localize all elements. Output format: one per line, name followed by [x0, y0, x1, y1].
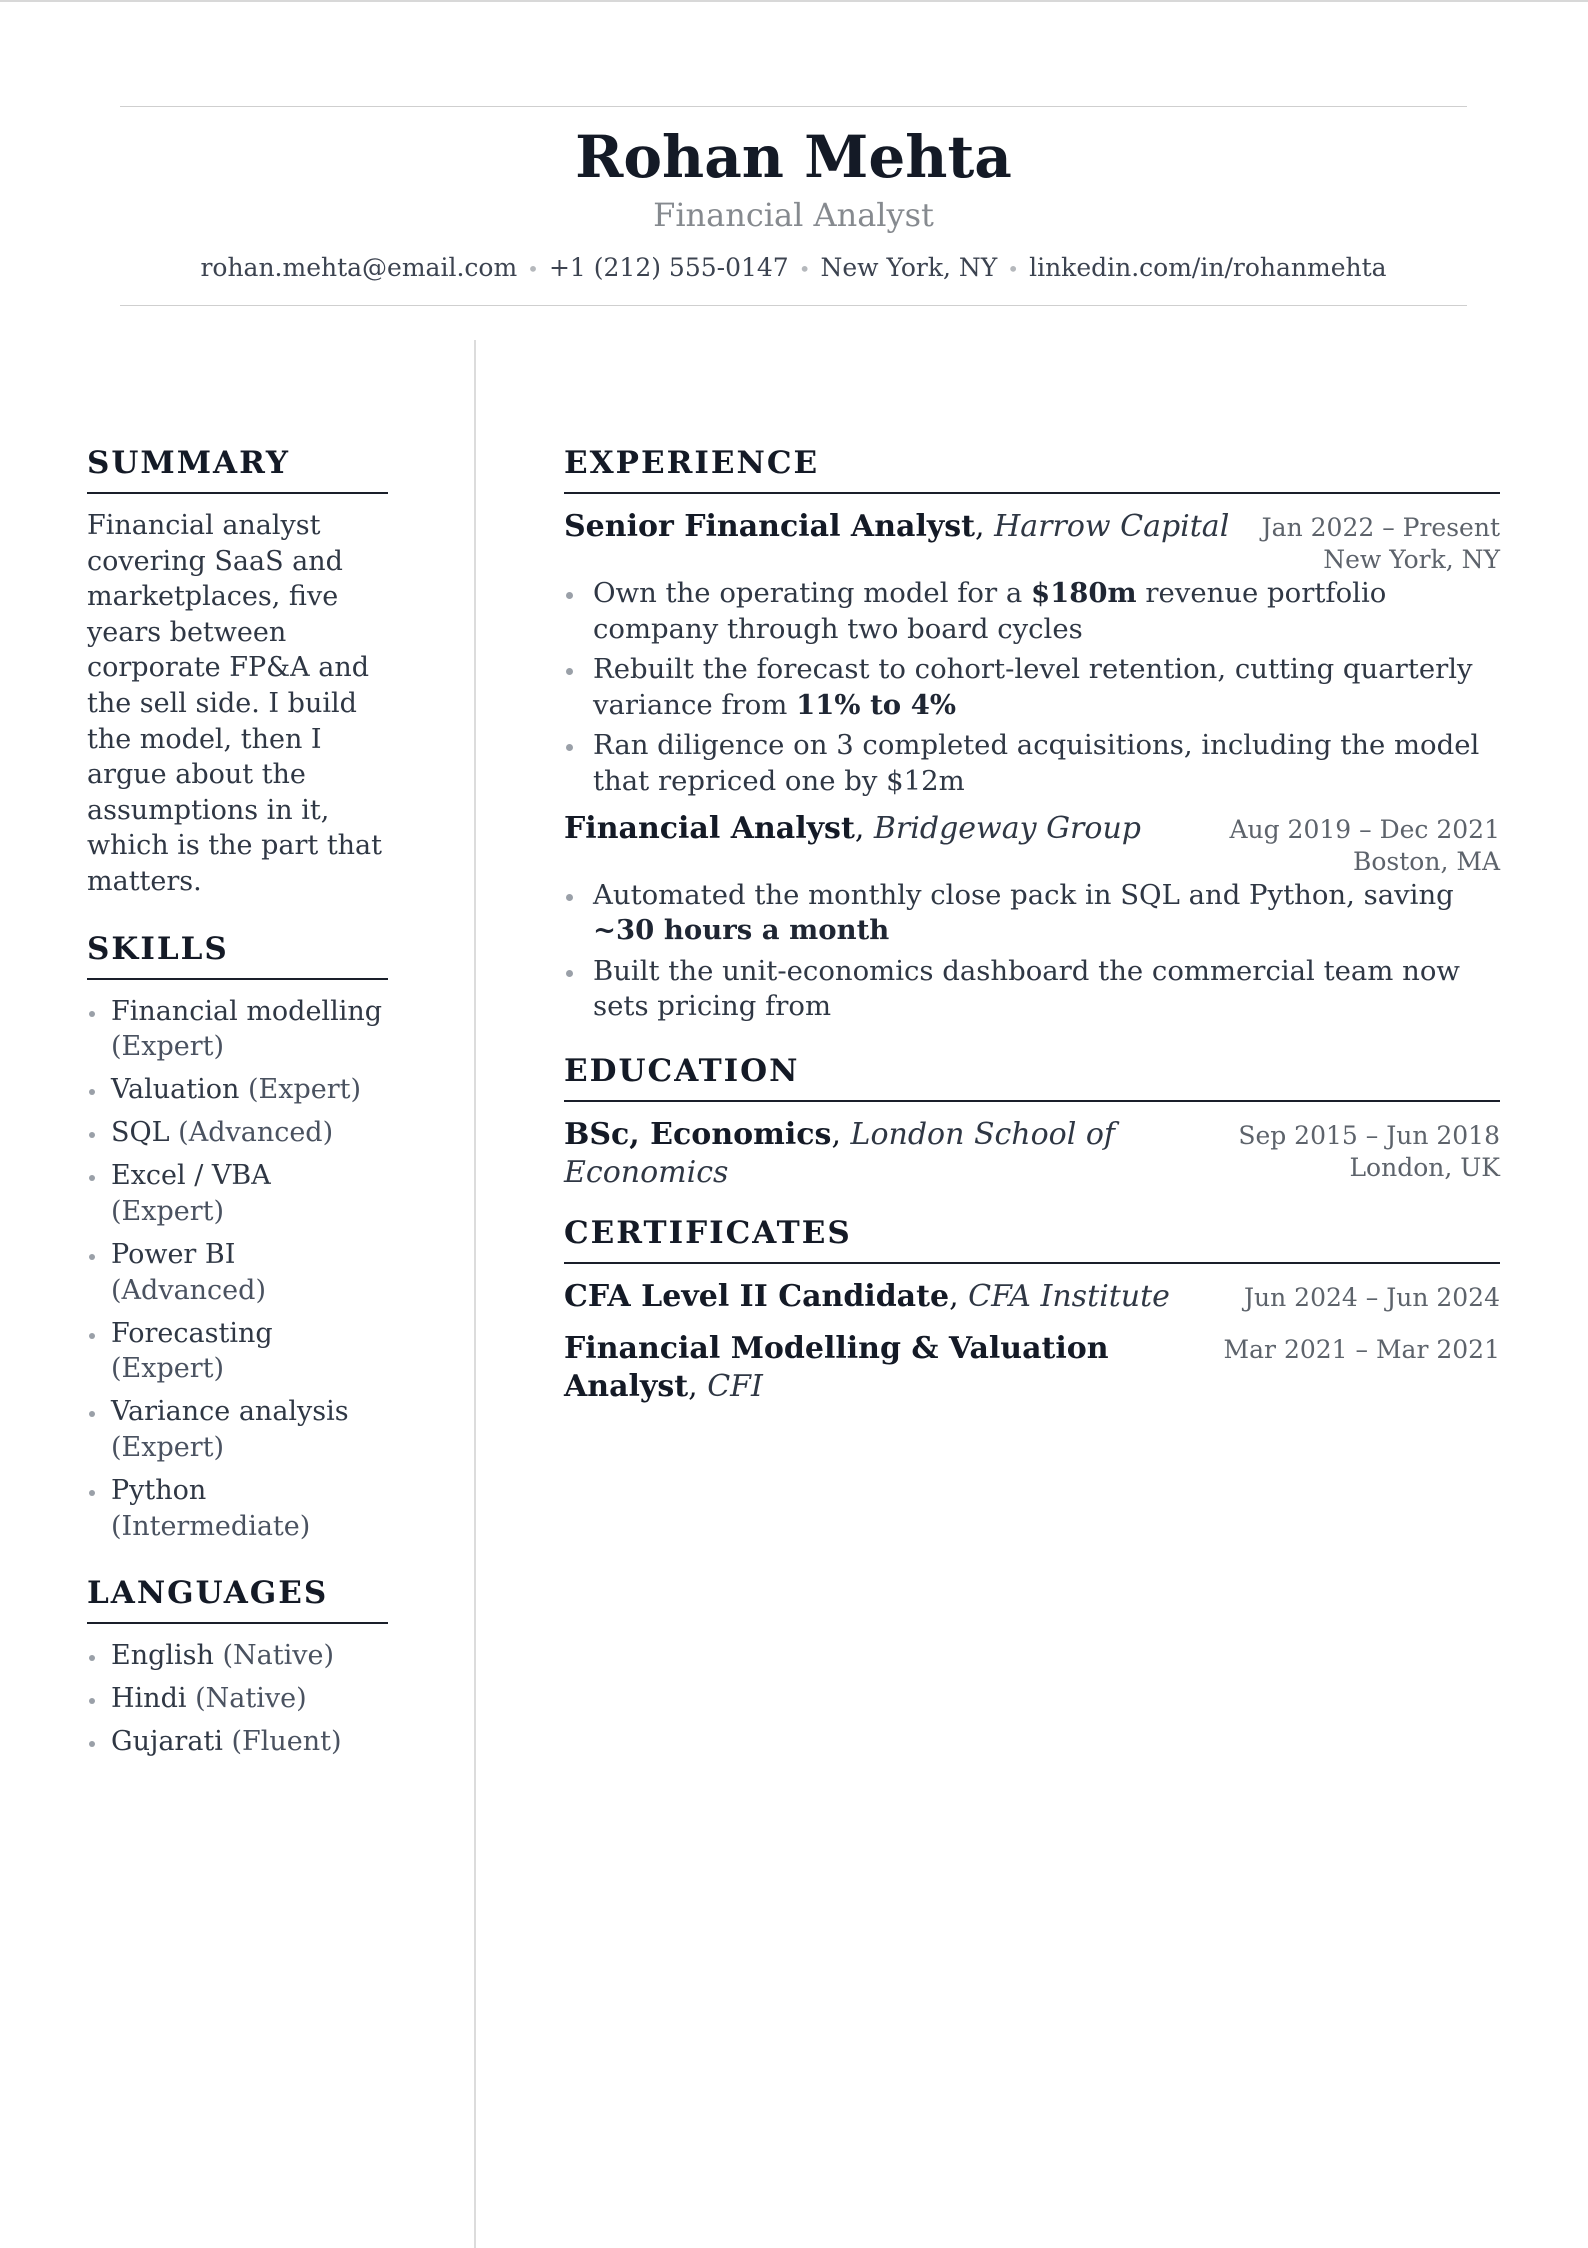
skills-list [87, 994, 388, 1545]
skill-item: Valuation (Expert) [87, 1072, 388, 1108]
summary-text: Financial analyst covering SaaS and marketplaces, five years between corporate FP&A and the sell side. I build the model, then I argue about the assumptions in it, which is the part that matters. [87, 510, 383, 897]
certificate-dates: Jun 2024 – Jun 2024 [1244, 1282, 1500, 1312]
job-bullets [564, 576, 1500, 800]
job-location: Boston, MA [1353, 846, 1500, 876]
contact-location: New York, NY [820, 253, 998, 282]
languages-list [87, 1638, 388, 1760]
education-heading: EDUCATION [564, 1052, 1500, 1102]
certificate-title: CFA Level II Candidate, CFA Institute [564, 1278, 1170, 1314]
job-dates: Aug 2019 – Dec 2021 [1229, 814, 1500, 844]
education-location: London, UK [1349, 1152, 1500, 1182]
certificate-entry [564, 1278, 1500, 1316]
skill-item: Variance analysis (Expert) [87, 1394, 388, 1465]
bullet-item: Automated the monthly close pack in SQL and Python, saving ~30 hours a month [564, 878, 1500, 949]
main-column [564, 444, 1500, 1406]
skill-item: Excel / VBA (Expert) [87, 1158, 388, 1229]
bullet-item: Ran diligence on 3 completed acquisitions, including the model that repriced one by $12m [564, 728, 1500, 799]
summary-heading: SUMMARY [87, 444, 388, 494]
contact-line [120, 251, 1467, 286]
resume-header [120, 106, 1467, 306]
job-dates: Jan 2022 – Present [1261, 513, 1500, 542]
education-meta [1238, 1116, 1500, 1184]
job-title: Financial Analyst, Bridgeway Group [564, 810, 1141, 846]
education-dates: Sep 2015 – Jun 2018 [1238, 1120, 1500, 1150]
certificate-dates: Mar 2021 – Mar 2021 [1223, 1334, 1500, 1364]
certificate-entry [564, 1330, 1500, 1406]
separator-dot: • [1007, 257, 1020, 281]
separator-dot: • [527, 257, 539, 281]
experience-heading: EXPERIENCE [564, 444, 1500, 494]
bullet-item: Rebuilt the forecast to cohort-level retention, cutting quarterly variance from 11% to 4% [564, 652, 1500, 723]
contact-phone[interactable]: +1 (212) 555-0147 [548, 253, 789, 282]
skill-item: Python (Intermediate) [87, 1473, 388, 1544]
skills-heading: SKILLS [87, 930, 388, 980]
languages-heading: LANGUAGES [87, 1574, 388, 1624]
job-bullets [564, 878, 1500, 1025]
education-entry [564, 1116, 1500, 1192]
language-item: Gujarati (Fluent) [87, 1724, 388, 1760]
candidate-title: Financial Analyst [653, 196, 934, 234]
separator-dot: • [798, 257, 811, 281]
bullet-item: Own the operating model for a $180m revenue portfolio company through two board cycles [564, 576, 1500, 647]
job-meta [1229, 810, 1500, 878]
job-entry [564, 508, 1500, 800]
job-title: Senior Financial Analyst, Harrow Capital [564, 509, 1230, 544]
education-title: BSc, Economics, London School of Economics [564, 1116, 1116, 1190]
sidebar [87, 444, 388, 1767]
job-entry [564, 810, 1500, 1025]
skill-item: Financial modelling (Expert) [87, 994, 388, 1065]
skill-item: SQL (Advanced) [87, 1115, 388, 1151]
contact-linkedin[interactable]: linkedin.com/in/rohanmehta [1029, 253, 1387, 282]
certificates-heading: CERTIFICATES [564, 1214, 1500, 1264]
certificate-title: Financial Modelling & Valuation Analyst, CFI [564, 1330, 1109, 1404]
job-location: New York, NY [1323, 545, 1500, 574]
column-divider [474, 340, 476, 2248]
top-border [0, 0, 1588, 2]
language-item: Hindi (Native) [87, 1681, 388, 1717]
job-meta [1262, 508, 1500, 576]
bullet-item: Built the unit-economics dashboard the commercial team now sets pricing from [564, 954, 1500, 1025]
skill-item: Forecasting (Expert) [87, 1316, 388, 1387]
language-item: English (Native) [87, 1638, 388, 1674]
candidate-name: Rohan Mehta [575, 123, 1012, 191]
contact-email[interactable]: rohan.mehta@email.com [200, 253, 518, 282]
skill-item: Power BI (Advanced) [87, 1237, 388, 1308]
